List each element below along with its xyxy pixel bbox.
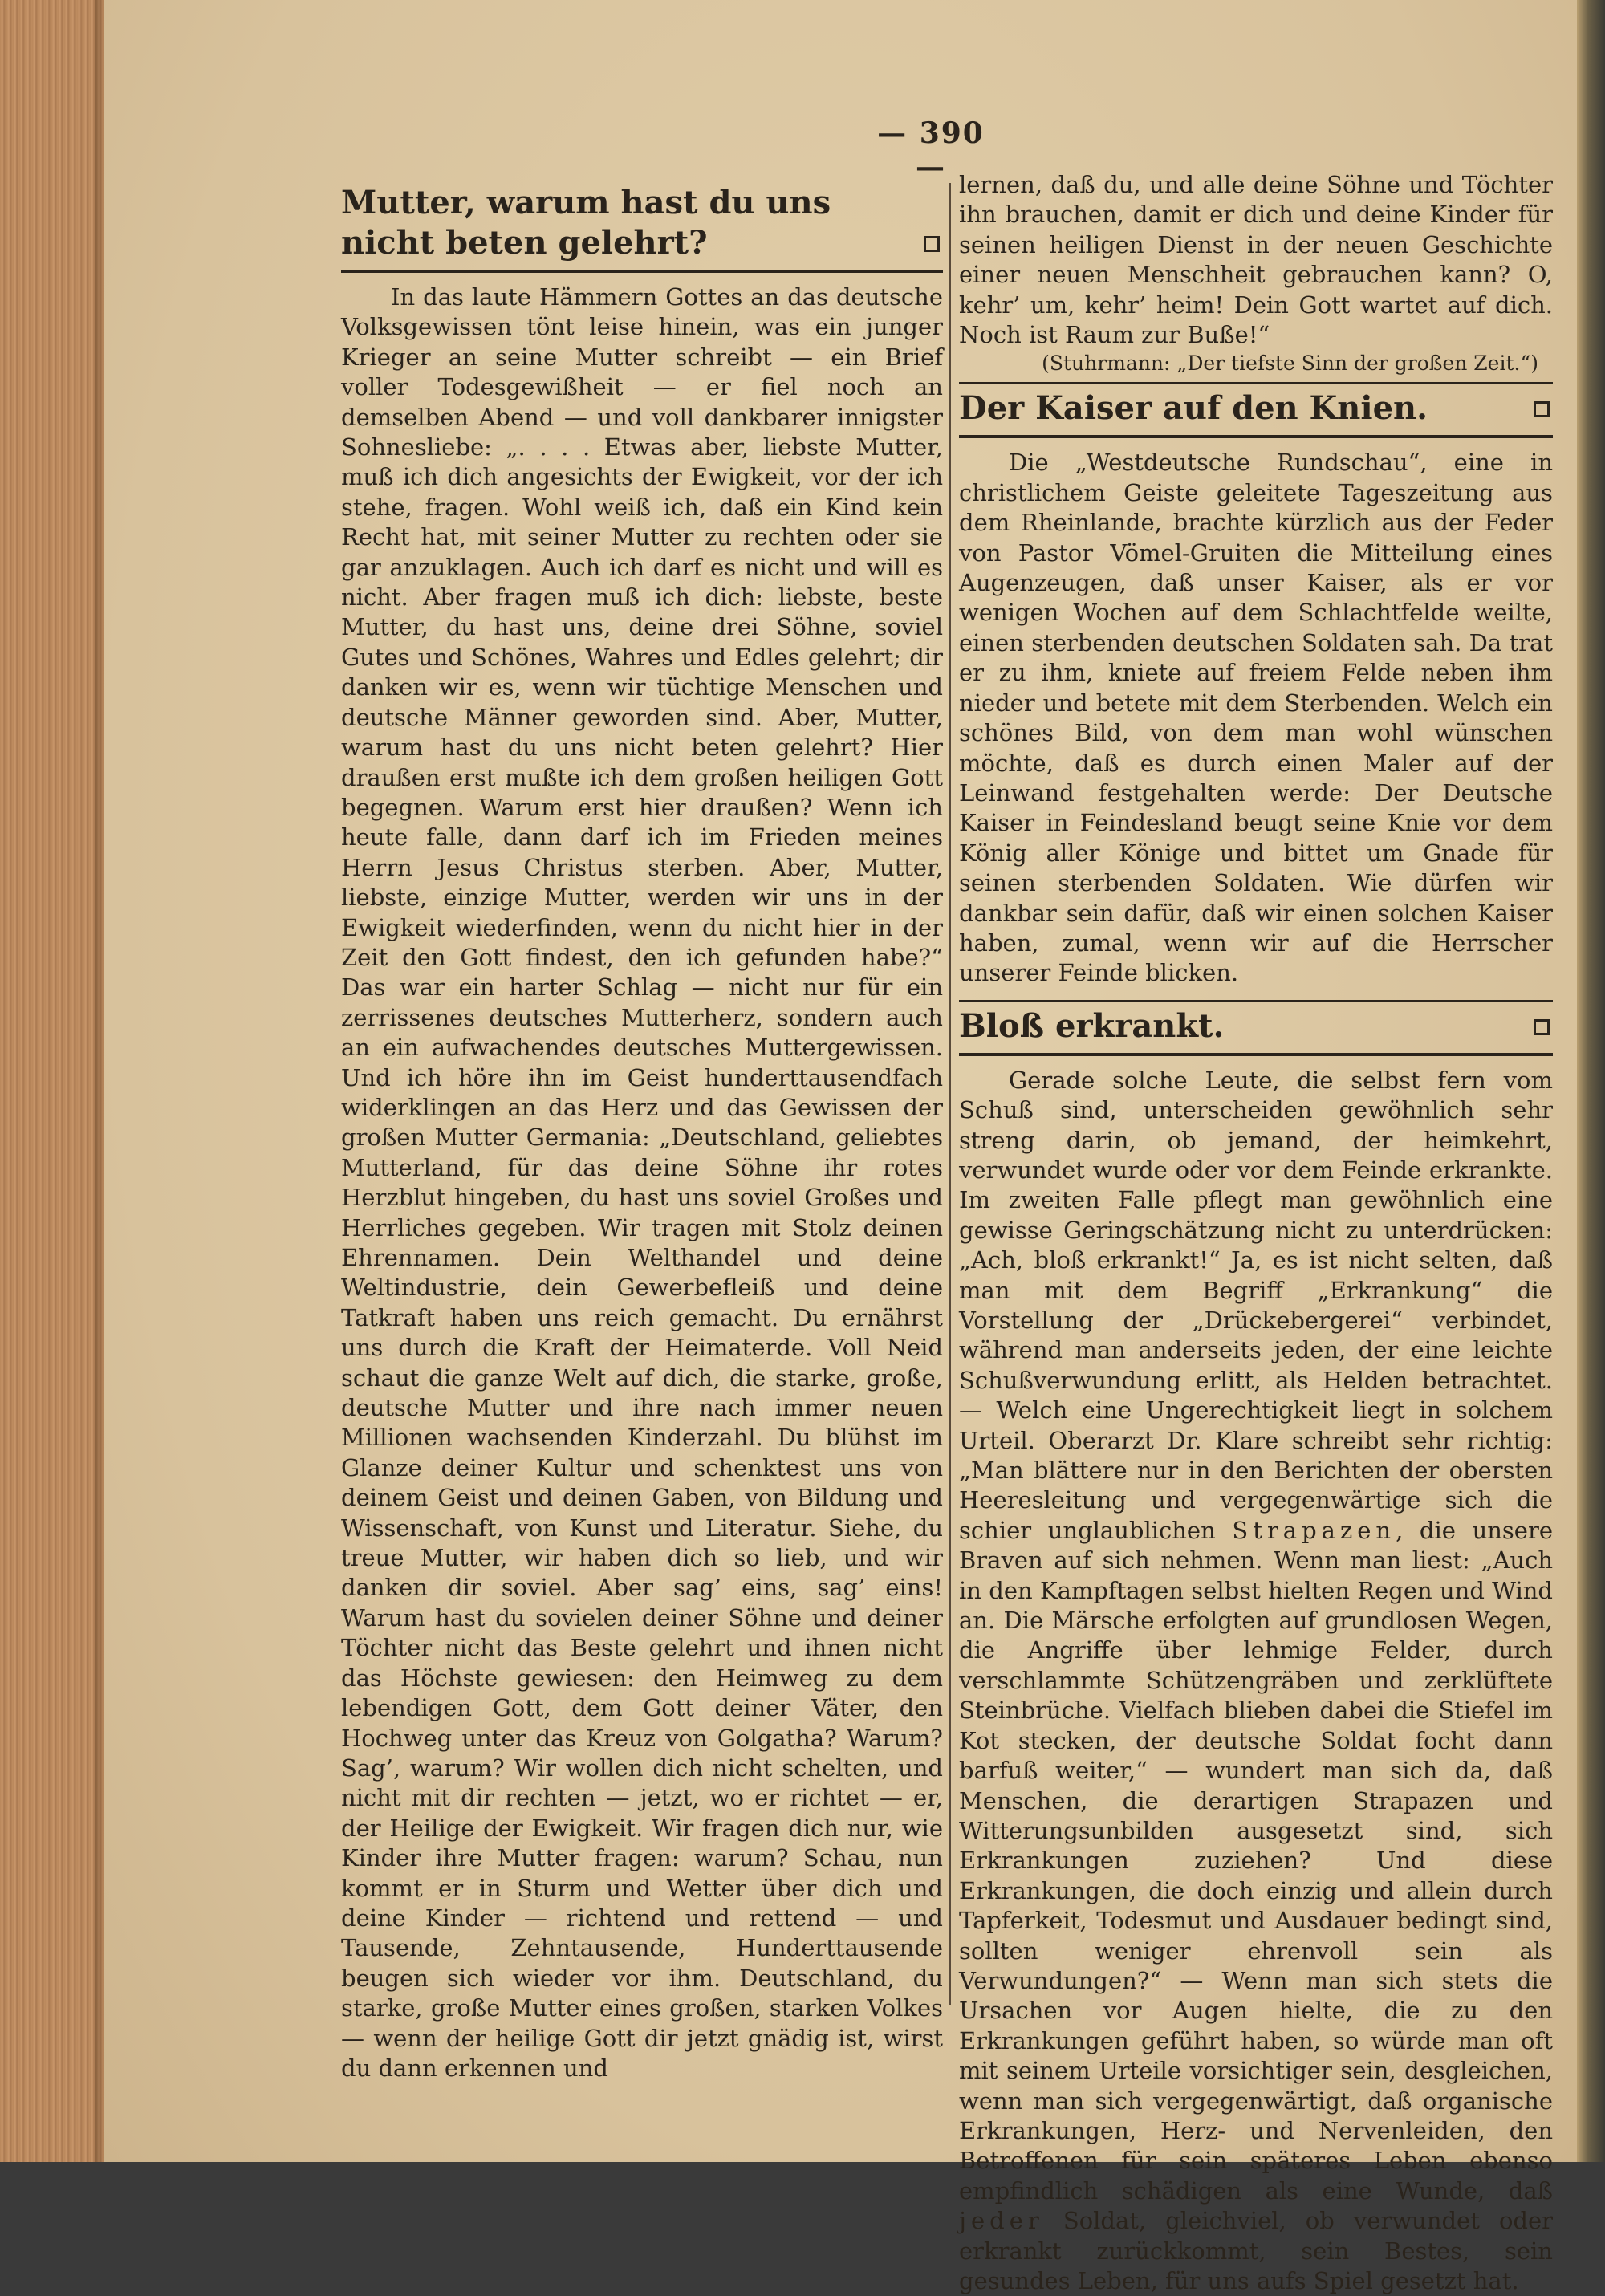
- square-ornament-icon: [924, 236, 940, 252]
- right-page-shadow: [1577, 0, 1605, 2162]
- right-column: [959, 170, 1553, 2296]
- page-number: — 390 —: [877, 116, 985, 184]
- article-attribution: (Stuhrmann: „Der tiefste Sinn der großen Zeit.“): [1042, 352, 1538, 376]
- article-heading: [959, 388, 1553, 429]
- left-column: [341, 183, 943, 2083]
- heading-rule: [341, 270, 943, 273]
- article-title: Bloß erkrankt.: [959, 1006, 1225, 1045]
- article-title: Mutter, warum hast du uns nicht beten gelehrt?: [341, 184, 831, 262]
- column-divider: [949, 183, 951, 2005]
- article-body: Die „Westdeutsche Rundschau“, eine in christlichem Geiste geleitete Tageszeitung aus dem Rheinlande, brachte kürzlich aus der Feder von Pastor Vömel-Gruiten die Mitteilung eines Augenzeugen, daß unser Kaiser, als er vor wenigen Wochen auf dem Schlachtfelde weilte, einen sterbenden deutschen Soldaten sah. Da trat er zu ihm, kniete auf freiem Felde neben ihm nieder und betete mit dem Sterbenden. Welch ein schönes Bild, von dem man wohl wünschen möchte, daß es durch einen Maler auf der Leinwand festgehalten werde: Der Deutsche Kaiser in Feindesland beugt seine Knie vor dem König aller Könige und bittet um Gnade für seinen sterbenden Soldaten. Wie dürfen wir dankbar sein dafür, daß wir einen solchen Kaiser haben, zumal, wenn wir auf die Herrscher unserer Feinde blicken.: [959, 449, 1553, 987]
- body-text-part: Gerade solche Leute, die selbst fern vom Schuß sind, unterscheiden gewöhnlich sehr streng darin, ob jemand, der heimkehrt, verwundet wurde oder vor dem Feinde erkrankte. Im zweiten Falle pflegt man gewöhnlich eine gewisse Geringschätzung nicht zu unterdrücken: „Ach, bloß erkrankt!“ Ja, es ist nicht selten, daß man mit dem Begriff „Erkrankung“ die Vorstellung der „Drückebergerei“ verbindet, während man anderseits jeden, der eine leichte Schußverwundung erlitt, als Helden betrachtet. — Welch eine Ungerechtigkeit liegt in solchem Urteil. Oberarzt Dr. Klare schreibt sehr richtig: „Man blättere nur in den Berichten der obersten Heeresleitung und vergegenwärtige sich die schier unglaublichen: [959, 1066, 1553, 1544]
- spaced-emphasis: Strapazen: [1232, 1516, 1396, 1544]
- square-ornament-icon: [1534, 1019, 1550, 1035]
- section-rule: [959, 1000, 1553, 1002]
- square-ornament-icon: [1534, 401, 1550, 417]
- article-continuation: lernen, daß du, und alle deine Söhne und Töchter ihn brauchen, damit er dich und deine Kinder für seinen heiligen Dienst in der neuen Geschichte einer neuen Menschheit gebrauchen kann? O, kehr’ um, kehr’ heim! Dein Gott wartet auf dich. Noch ist Raum zur Buße!“: [959, 171, 1553, 349]
- article-title: Der Kaiser auf den Knien.: [959, 389, 1428, 428]
- article-heading: [959, 1006, 1553, 1046]
- book-page-edges: [0, 0, 104, 2162]
- article-body: In das laute Hämmern Gottes an das deutsche Volksgewissen tönt leise hinein, was ein junger Krieger an seine Mutter schreibt — ein Brief voller Todesgewißheit — er fiel noch an demselben Abend — und voll dankbarer innigster Sohnesliebe: „. . . . Etwas aber, liebste Mutter, muß ich dich angesichts der Ewigkeit, vor der ich stehe, fragen. Wohl weiß ich, daß ein Kind kein Recht hat, mit seiner Mutter zu rechten oder sie gar anzuklagen. Auch ich darf es nicht und will es nicht. Aber fragen muß ich dich: liebste, beste Mutter, du hast uns, deine drei Söhne, soviel Gutes und Schönes, Wahres und Edles gelehrt; dir danken wir es, wenn wir tüchtige Menschen und deutsche Männer geworden sind. Aber, Mutter, warum hast du uns nicht beten gelehrt? Hier draußen erst mußte ich dem großen heiligen Gott begegnen. Warum erst hier draußen? Wenn ich heute falle, dann darf ich im Frieden meines Herrn Jesus Christus sterben. Aber, Mutter, liebste, einzige Mutter, werden wir uns in der Ewigkeit wiederfinden, wenn du nicht hier in der Zeit den Gott findest, den ich gefunden habe?“ Das war ein harter Schlag — nicht nur für ein zerrissenes deutsches Mutterherz, sondern auch an ein aufwachendes deutsches Muttergewissen. Und ich höre ihn im Geist hunderttausendfach widerklingen an das Herz und das Gewissen der großen Mutter Germania: „Deutschland, geliebtes Mutterland, für das deine Söhne ihr rotes Herzblut hingeben, du hast uns soviel Großes und Herrliches gegeben. Wir tragen mit Stolz deinen Ehrennamen. Dein Welthandel und deine Weltindustrie, dein Gewerbefleiß und deine Tatkraft haben uns reich gemacht. Du ernährst uns durch die Kraft der Heimaterde. Voll Neid schaut die ganze Welt auf dich, die starke, große, deutsche Mutter und ihre nach immer neuen Millionen wachsenden Kinderzahl. Du blühst im Glanze deiner Kultur und schenktest uns von deinem Geist und deinen Gaben, von Bildung und Wissenschaft, von Kunst und Literatur. Siehe, du treue Mutter, wir haben dich so lieb, und wir danken dir soviel. Aber sag’ eins, sag’ eins! Warum hast du sovielen deiner Söhne und deiner Töchter nicht das Beste gelehrt und ihnen nicht das Höchste gewiesen: den Heimweg zu dem lebendigen Gott, dem Gott deiner Väter, den Hochweg unter das Kreuz von Golgatha? Warum? Sag’, warum? Wir wollen dich nicht schelten, und nicht mit dir rechten — jetzt, wo er richtet — er, der Heilige der Ewigkeit. Wir fragen dich nur, wie Kinder ihre Mutter fragen: warum? Schau, nun kommt er in Sturm und Wetter über dich und deine Kinder — richtend und rettend — und Tausende, Zehntausende, Hunderttausende beugen sich wieder vor ihm. Deutschland, du starke, große Mutter eines großen, starken Volkes — wenn der heilige Gott dir jetzt gnädig ist, wirst du dann erkennen und: [341, 283, 943, 2082]
- heading-rule: [959, 1053, 1553, 1056]
- body-text-part: Soldat, gleichviel, ob verwundet oder erkrankt zurückkommt, sein Bestes, sein gesundes Leben, für uns aufs Spiel gesetzt hat.: [959, 2207, 1553, 2294]
- heading-rule: [959, 435, 1553, 438]
- article-heading: [341, 183, 943, 263]
- article-body: [959, 1066, 1553, 2296]
- section-rule: [959, 382, 1553, 384]
- spaced-emphasis: jeder: [959, 2207, 1044, 2235]
- body-text-part: , die unsere Braven auf sich nehmen. Wenn man liest: „Auch in den Kampftagen selbst hielten Regen und Wind an. Die Märsche erfolgten auf grundlosen Wegen, die Angriffe über lehmige Felder, durch verschlammte Schützengräben und zerklüftete Steinbrüche. Vielfach blieben dabei die Stiefel im Kot stecken, der deutsche Soldat focht dann barfuß weiter,“ — wundert man sich da, daß Menschen, die derartigen Strapazen und Witterungsunbilden ausgesetzt sind, sich Erkrankungen zuziehen? Und diese Erkrankungen, die doch einzig und allein durch Tapferkeit, Todesmut und Ausdauer bedingt sind, sollten weniger ehrenvoll sein als Verwundungen?“ — Wenn man sich stets die Ursachen vor Augen hielte, die zu den Erkrankungen geführt haben, so würde man oft mit seinem Urteile vorsichtiger sein, desgleichen, wenn man sich vergegenwärtigt, daß organische Erkrankungen, Herz- und Nervenleiden, den Betroffenen für sein späteres Leben ebenso empfindlich schädigen als eine Wunde, daß: [959, 1516, 1553, 2205]
